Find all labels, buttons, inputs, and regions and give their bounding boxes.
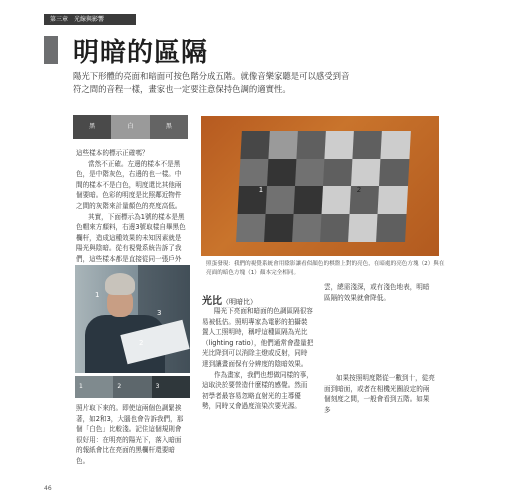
value-swatch-strip <box>73 115 188 139</box>
checker-square <box>379 159 409 187</box>
checker-square <box>264 214 294 242</box>
checker-square <box>292 214 322 242</box>
checkerboard <box>236 131 410 241</box>
man-hat <box>105 273 135 295</box>
col2-paragraph-2: 作為畫家，我們也想做同樣的事，這取決於要營造什麼樣的感覺。然而初學者最容易忽略直射光的主導優勢，同時又會過度渲染次要光源。 <box>202 370 313 411</box>
tone-sample-3: 3 <box>152 376 190 398</box>
checkerboard-caption: 照蛋發現：我們的視覺系統會用陰影讓看似顏色的棋盤上對的亮色，在暗處的亮色方塊（2）與在亮面的暗色方塊（1）顏本完全相同。 <box>206 261 445 276</box>
checker-square <box>266 186 296 214</box>
checker-square <box>352 131 382 159</box>
intro-paragraph: 陽光下形體的亮面和暗面可按色階分成五階。就像音樂家聽是可以感受到音符之間的音程一樣，畫家也一定要注意保持色調的適實性。 <box>73 71 350 94</box>
col3-paragraph-1: 雲，總需淺深，或有淺色地表，明暗區隔的效果就會降低。 <box>324 283 430 302</box>
man-reading-photo <box>75 265 190 373</box>
checker-label-1: 1 <box>258 186 264 194</box>
checker-square <box>324 131 354 159</box>
section-heading-main: 光比 <box>202 296 222 307</box>
column-2-text <box>202 306 314 412</box>
checker-square <box>296 131 326 159</box>
checker-square <box>378 186 408 214</box>
checker-square <box>236 214 266 242</box>
checker-square <box>240 131 270 159</box>
checker-square <box>351 159 381 187</box>
swatch-right: 黑 <box>150 115 188 139</box>
col2-paragraph-1: 陽光下亮面和暗面的色調區隔很容易被低估。照明專家為電影的拍攝裝置人工照明時，稱呼這種區隔為光比（lighting ratio），他們通常會盡量把光比降到可以消除主燈或反射，同時達到讓畫面保有分辨度的陰暗效果。 <box>202 307 314 368</box>
column-1-bottom-text <box>76 403 188 467</box>
photo-label-2: 2 <box>139 339 144 347</box>
tone-sample-1: 1 <box>75 376 113 398</box>
checker-square <box>348 214 378 242</box>
column-1-text <box>76 148 188 275</box>
checker-square <box>376 214 406 242</box>
tone-sample-2: 2 <box>113 376 151 398</box>
checker-square <box>320 214 350 242</box>
page-number: 46 <box>44 485 52 492</box>
chapter-label: 第三章 光線與影響 <box>44 14 136 25</box>
page-title: 明暗的區隔 <box>73 38 209 68</box>
checker-label-2: 2 <box>356 186 362 194</box>
photo-label-1: 1 <box>95 291 100 299</box>
col1-bottom-paragraph: 照片取下來的。即使這兩個色調緊挨著，如2和3，大腦也會告訴我們，那個「白色」比較淺。記住這個規則會很好用：在明亮的陽光下，落入暗面的報紙會比在亮面的黑欄杆還要暗色。 <box>76 404 184 465</box>
col1-question: 這些樣本的標示正確嗎？ <box>76 149 149 157</box>
checker-square <box>350 186 380 214</box>
checker-square <box>323 159 353 187</box>
checker-square <box>267 159 297 187</box>
checker-square <box>380 131 410 159</box>
checker-square <box>295 159 325 187</box>
col1-paragraph-2: 其實，下面標示為1號的樣本是黑色帽來方顏料，右邊3號取樣自畢黑色欄杆，造成這種效果的未知因素就是陽光與陰暗。從有視覺系統告訴了我們，這些樣本都是直接從同一張戶外 <box>76 212 186 263</box>
swatch-middle: 白 <box>111 115 149 139</box>
tone-sample-strip <box>75 376 190 398</box>
column-3-text <box>324 282 436 416</box>
photo-label-3: 3 <box>157 309 162 317</box>
checker-square <box>294 186 324 214</box>
swatch-left: 黑 <box>73 115 111 139</box>
section-heading-sub: （明暗比） <box>222 298 257 306</box>
checker-square <box>322 186 352 214</box>
title-accent-bar <box>44 36 58 64</box>
section-heading <box>202 292 257 307</box>
checker-square <box>239 159 269 187</box>
col3-paragraph-2: 如果按照明度階從一數到十，從亮面到暗面，或者在相機光圈設定的兩個刻度之間，一般會看到五階。如果多 <box>324 374 435 414</box>
checker-square <box>268 131 298 159</box>
col1-paragraph-1: 當然不正確。左邊的樣本不是黑色，是中階灰色，右邊的也一樣。中間的樣本不是白色，明度還比其他兩個要暗。色彩的明度是比照鄰近物件之間的灰階來計量顏色的亮度高低。 <box>76 159 182 210</box>
